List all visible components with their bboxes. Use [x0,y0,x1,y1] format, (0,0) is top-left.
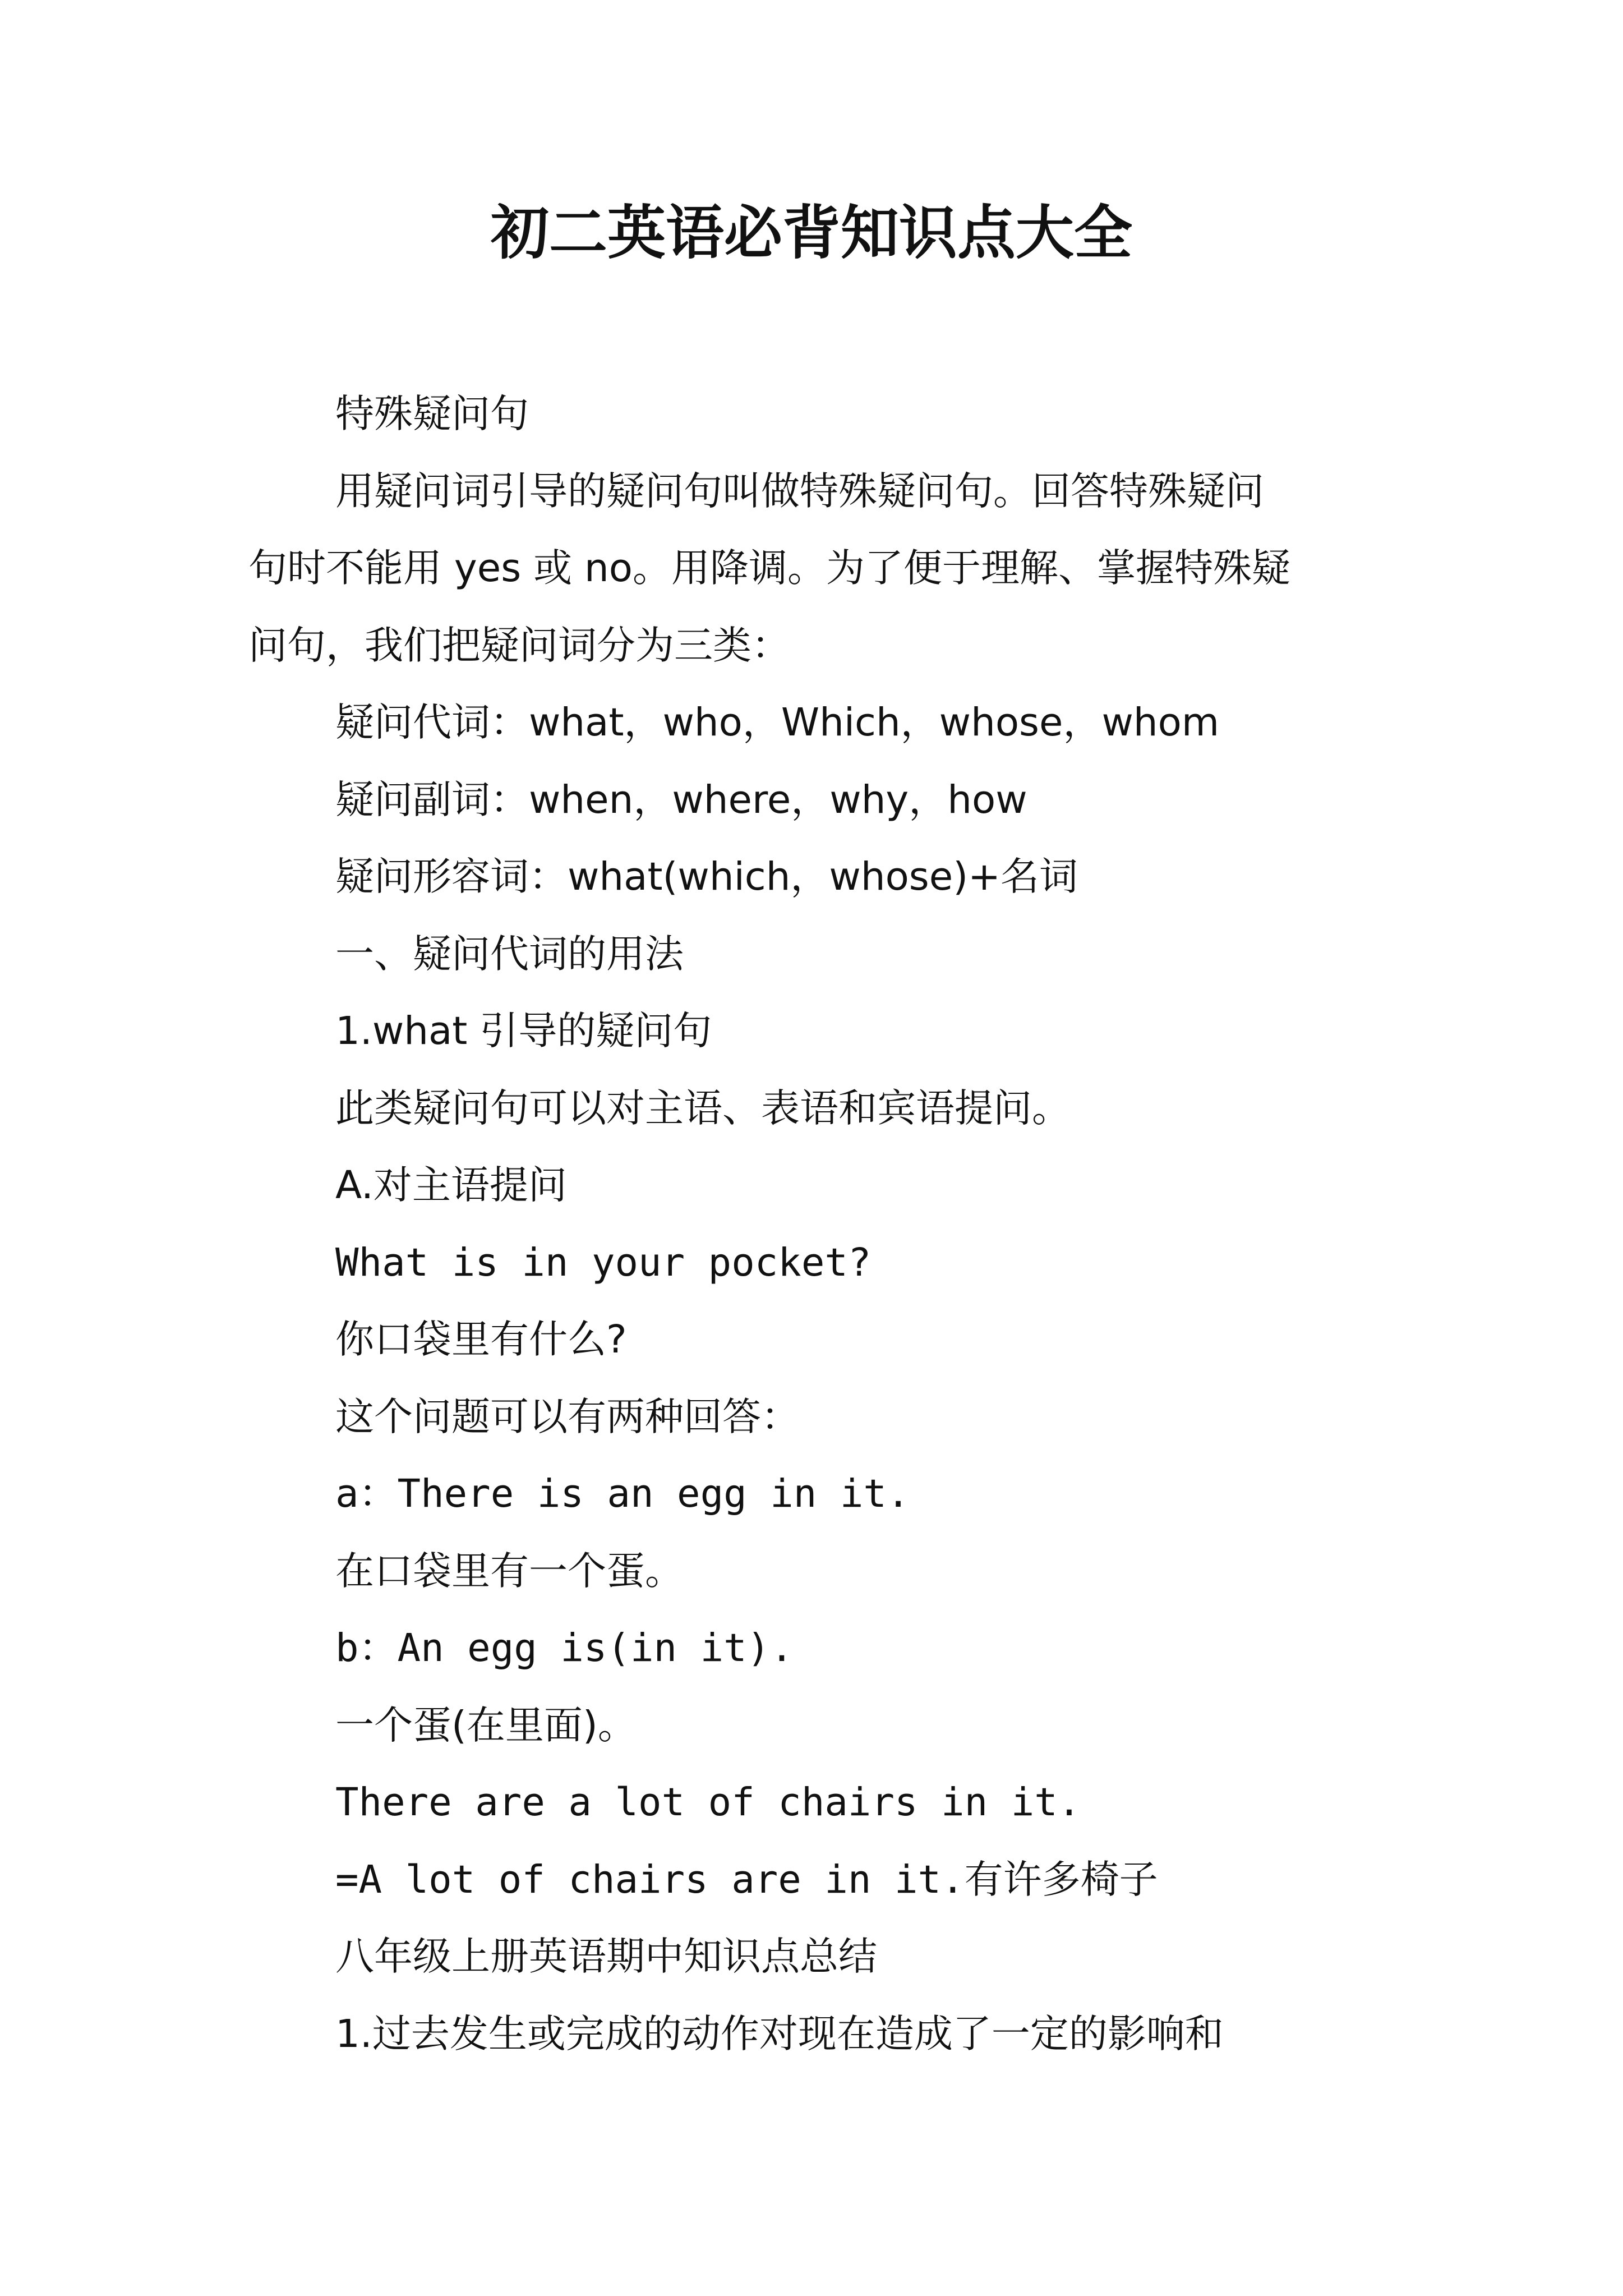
paragraph-line: 1.过去发生或完成的动作对现在造成了一定的影响和 [335,2011,1224,2056]
paragraph-line: 句时不能用 yes 或 no。用降调。为了便于理解、掌握特殊疑 [248,546,1290,591]
paragraph-line: 问句，我们把疑问词分为三类： [248,623,790,668]
paragraph-line: 一个蛋(在里面)。 [335,1703,637,1748]
paragraph-line: 疑问形容词：what(which，whose)+名词 [335,854,1078,899]
document-title: 初二英语必背知识点大全 [490,198,1132,267]
section-heading: 一、疑问代词的用法 [335,931,684,977]
paragraph-line: 疑问副词：when，where，why，how [335,777,1027,822]
paragraph-line: 特殊疑问句 [335,392,529,436]
example-sentence: a：There is an egg in it. [335,1471,910,1516]
paragraph-line: 用疑问词引导的疑问句叫做特殊疑问句。回答特殊疑问 [335,468,1264,514]
paragraph-line: 此类疑问句可以对主语、表语和宾语提问。 [335,1085,1071,1131]
paragraph-line: 疑问代词：what，who，Which，whose，whom [335,700,1220,745]
paragraph-line: 1.what 引导的疑问句 [335,1009,712,1053]
paragraph-line: 这个问题可以有两种回答： [335,1394,800,1439]
paragraph-line: 在口袋里有一个蛋。 [335,1548,684,1594]
section-heading: 八年级上册英语期中知识点总结 [335,1934,877,1979]
example-sentence: =A lot of chairs are in it.有许多椅子 [335,1857,1158,1902]
paragraph-line: 你口袋里有什么? [335,1317,627,1362]
example-sentence: What is in your pocket? [335,1240,872,1285]
example-sentence: There are a lot of chairs in it. [335,1780,1081,1825]
example-sentence: b：An egg is(in it). [335,1626,794,1671]
paragraph-line: A.对主语提问 [335,1163,567,1208]
document-body [248,376,1398,2073]
